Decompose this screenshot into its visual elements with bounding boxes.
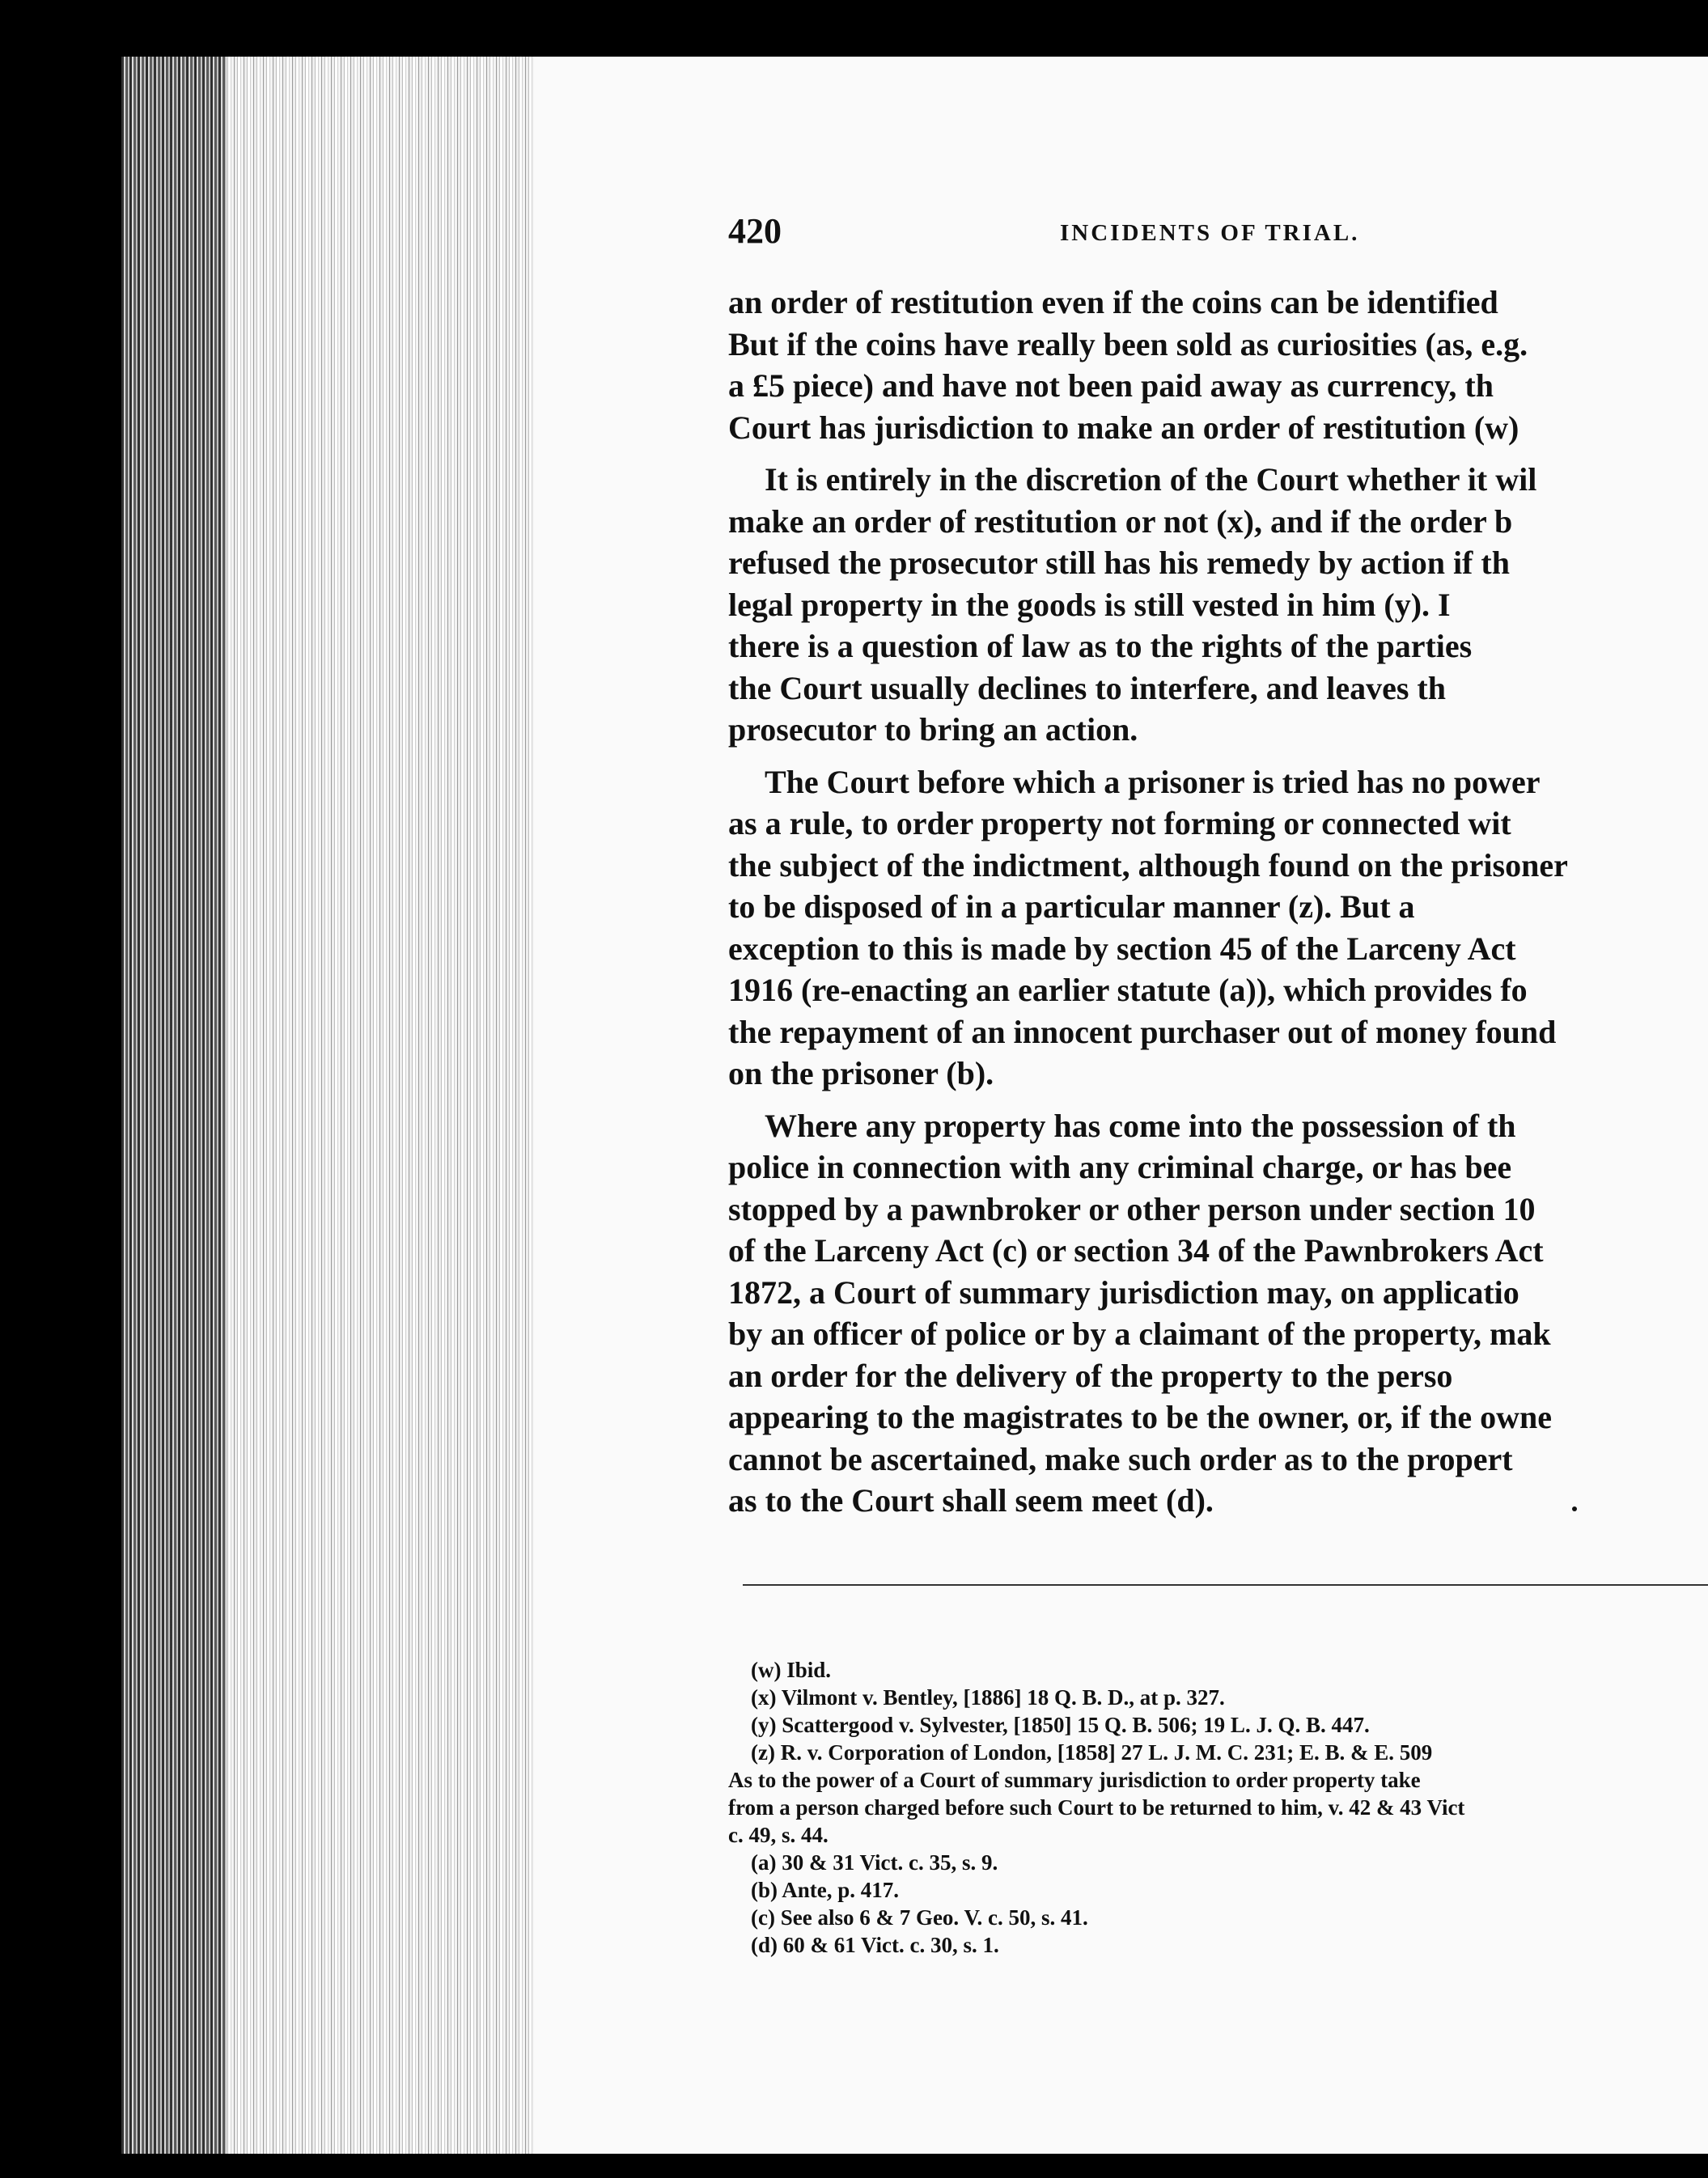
page-header [728,210,1708,267]
text-line: cannot be ascertained, make such order as to the propert [728,1440,1513,1477]
page-number: 420 [728,211,782,251]
footnote-x: (x) Vilmont v. Bentley, [1886] 18 Q. B. D., at p. 327. [751,1685,1225,1710]
text-line: the Court usually declines to interfere, and leaves th [728,669,1446,706]
footnote-z-continuation: As to the power of a Court of summary jurisdiction to order property take [728,1768,1421,1792]
paragraph [728,761,1708,1095]
footnote-z-continuation: from a person charged before such Court to be returned to him, v. 42 & 43 Vict [728,1795,1465,1820]
book-spine-shadow [121,57,227,2154]
text-line: 1916 (re-enacting an earlier statute (a)), which provides fo [728,972,1528,1008]
text-line: as to the Court shall seem meet (d). [728,1482,1214,1519]
text-line: to be disposed of in a particular manner (z). But a [728,888,1415,925]
paragraph [728,1105,1708,1522]
text-line: by an officer of police or by a claimant of the property, mak [728,1316,1551,1352]
text-line: But if the coins have really been sold as curiosities (as, e.g. [728,325,1528,362]
text-line: It is entirely in the discretion of the Court whether it wil [765,461,1537,498]
footnote-c: (c) See also 6 & 7 Geo. V. c. 50, s. 41. [751,1905,1088,1930]
body-text [728,282,1708,1532]
text-line: on the prisoner (b). [728,1055,994,1091]
text-line: of the Larceny Act (c) or section 34 of the Pawnbrokers Act [728,1232,1544,1269]
text-line: an order for the delivery of the property to the perso [728,1357,1453,1394]
text-line: refused the prosecutor still has his remedy by action if th [728,544,1510,581]
text-line: appearing to the magistrates to be the owner, or, if the owne [728,1399,1553,1435]
footnote-z-continuation: c. 49, s. 44. [728,1823,829,1847]
paragraph [728,282,1708,448]
text-line: the subject of the indictment, although found on the prisoner [728,846,1568,883]
running-title: INCIDENTS OF TRIAL. [1060,220,1360,246]
text-line: as a rule, to order property not forming or connected wit [728,805,1511,841]
footnote-b: (b) Ante, p. 417. [751,1878,900,1902]
book-page [534,57,1708,2154]
footnotes [728,1656,1708,1959]
text-line: prosecutor to bring an action. [728,711,1138,748]
text-line: there is a question of law as to the rights of the parties [728,628,1473,664]
footnote-z: (z) R. v. Corporation of London, [1858] 27 L. J. M. C. 231; E. B. & E. 509 [751,1740,1433,1765]
text-line: legal property in the goods is still vested in him (y). I [728,586,1451,623]
stray-dot [1572,1506,1577,1511]
footnote-y: (y) Scattergood v. Sylvester, [1850] 15 Q. B. 506; 19 L. J. Q. B. 447. [751,1713,1370,1737]
text-line: police in connection with any criminal charge, or has bee [728,1149,1512,1185]
paragraph [728,459,1708,751]
text-line: Court has jurisdiction to make an order of restitution (w) [728,409,1519,446]
text-line: 1872, a Court of summary jurisdiction may, on applicatio [728,1273,1519,1311]
text-line: an order of restitution even if the coins can be identified [728,284,1498,320]
text-line: a £5 piece) and have not been paid away as currency, th [728,367,1494,404]
footnote-a: (a) 30 & 31 Vict. c. 35, s. 9. [751,1850,998,1875]
text-line: stopped by a pawnbroker or other person under section 10 [728,1190,1536,1227]
text-line: the repayment of an innocent purchaser out of money found [728,1013,1557,1050]
text-line: exception to this is made by section 45 of the Larceny Act [728,930,1516,967]
text-line: make an order of restitution or not (x), and if the order b [728,502,1513,540]
text-line: Where any property has come into the possession of th [765,1107,1516,1144]
text-line: The Court before which a prisoner is tried has no power [765,763,1541,800]
footnote-d: (d) 60 & 61 Vict. c. 30, s. 1. [751,1933,999,1957]
footnote-w: (w) Ibid. [751,1658,832,1682]
footnote-rule [743,1584,1708,1586]
